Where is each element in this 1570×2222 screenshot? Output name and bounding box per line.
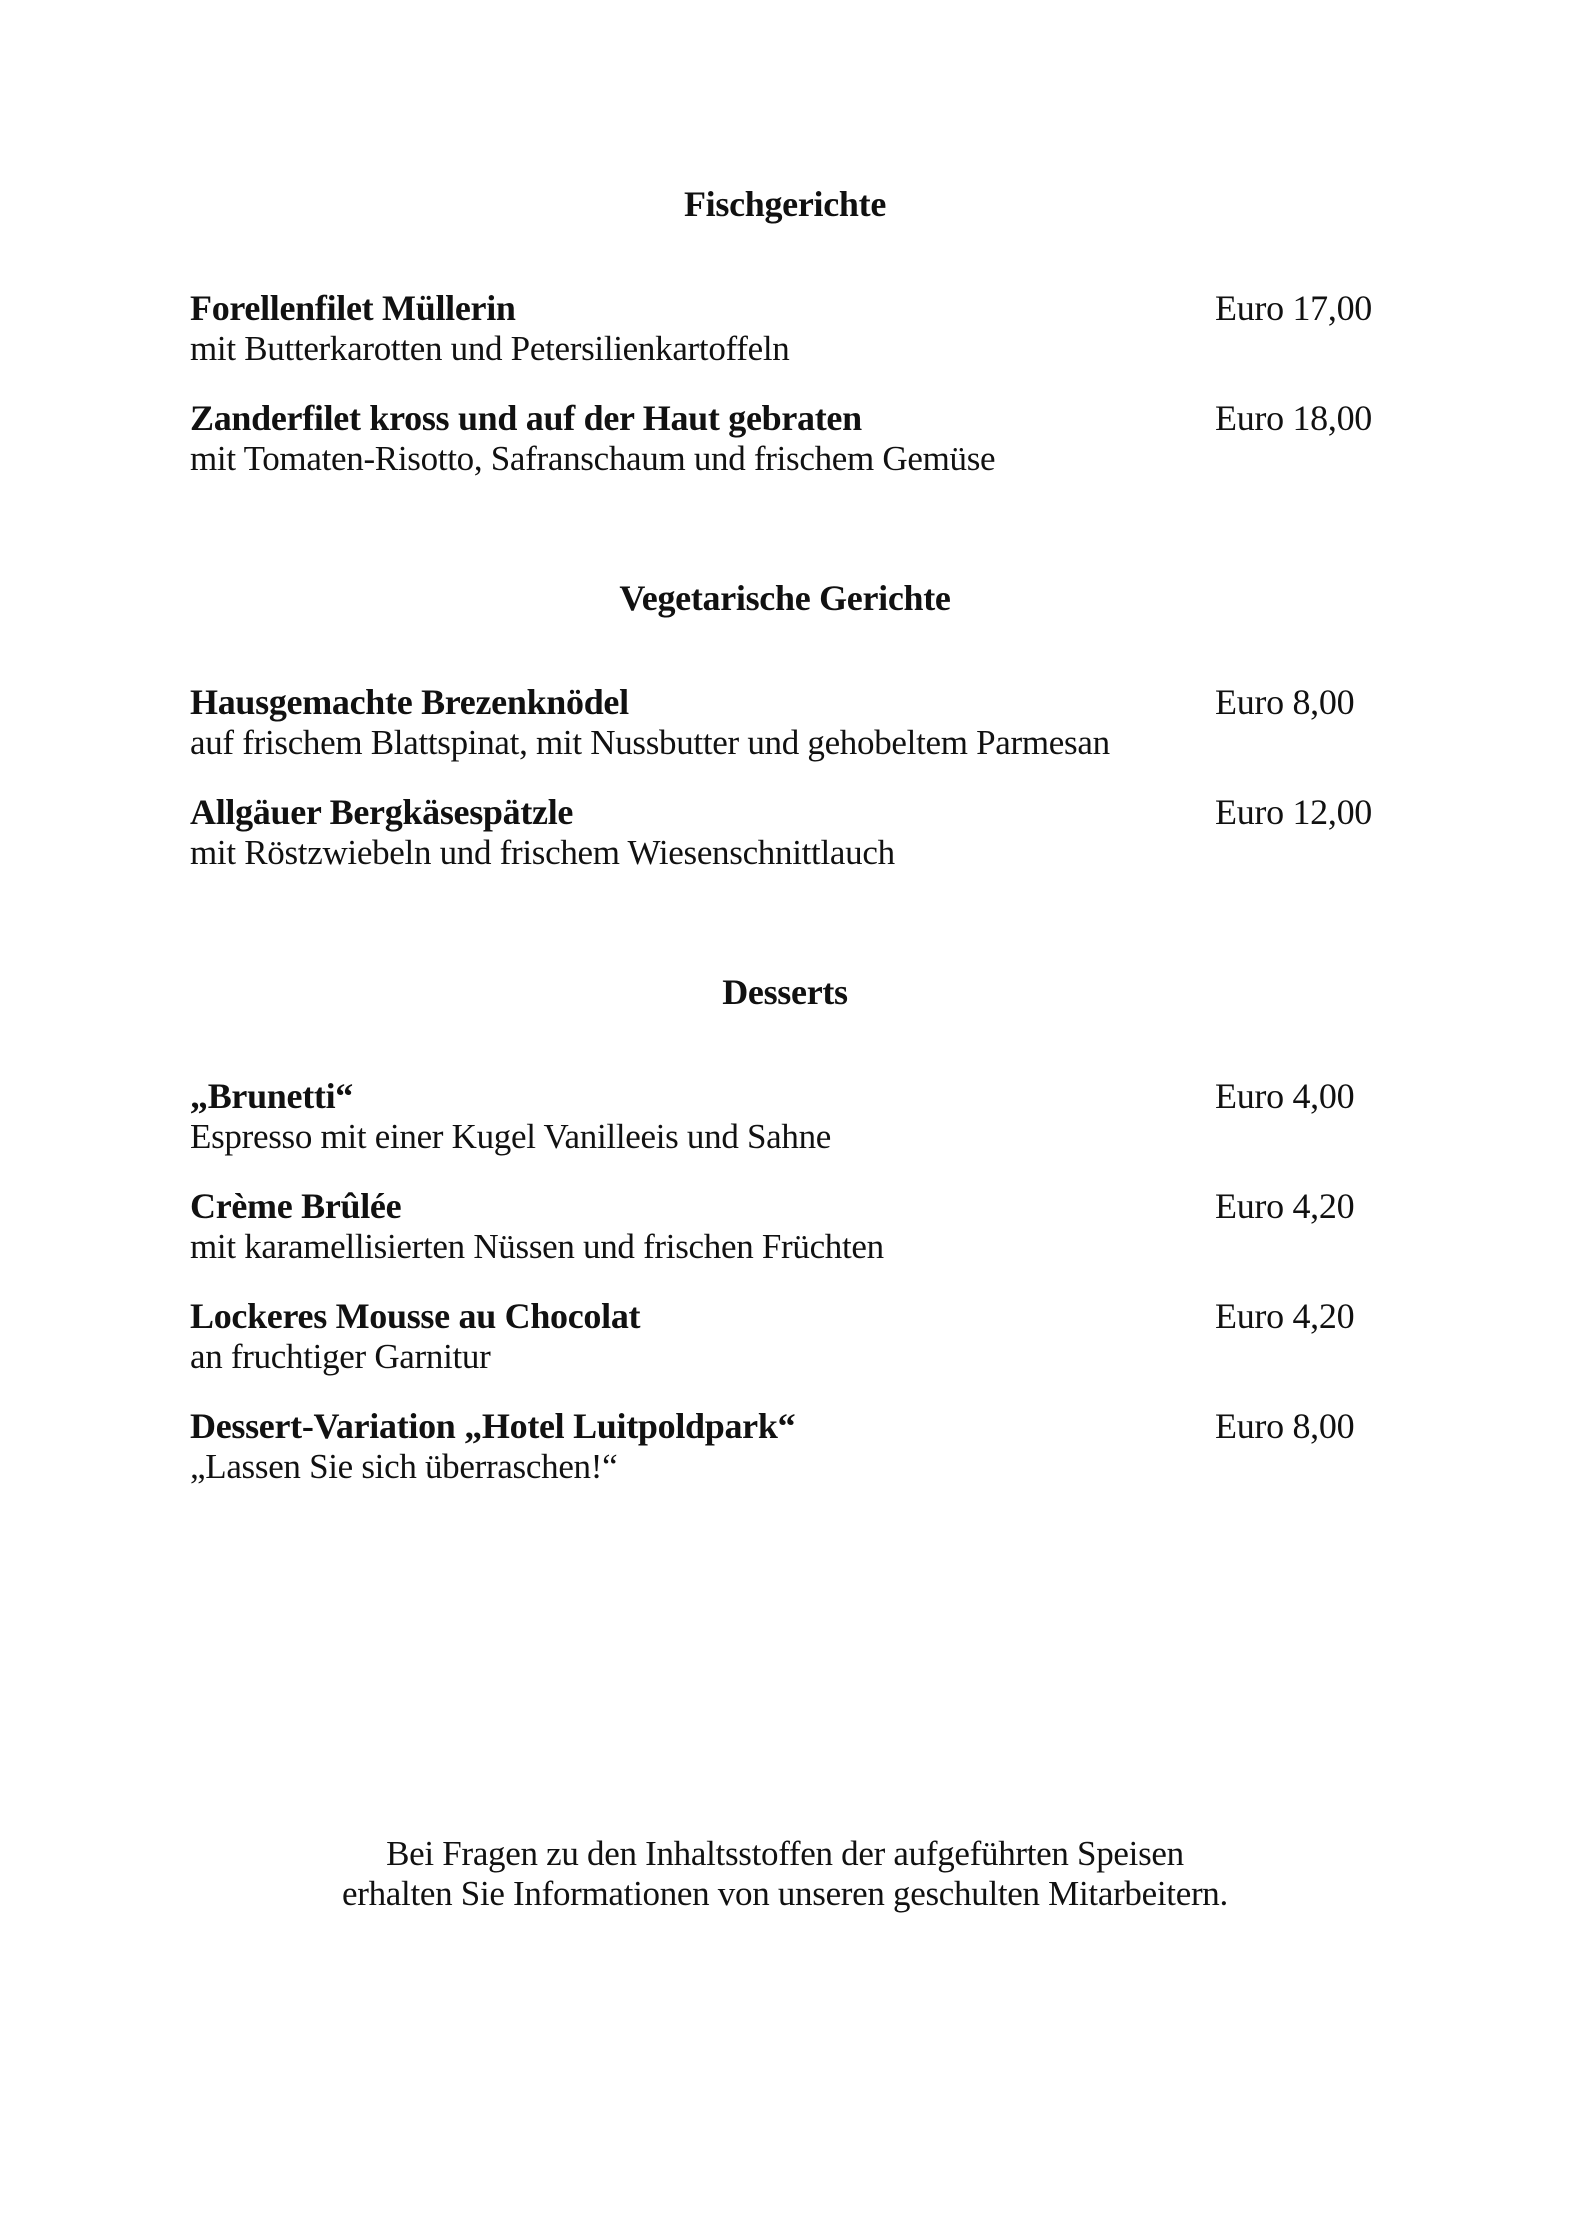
section-fischgerichte	[190, 184, 1380, 479]
item-name: Hausgemachte Brezenknödel	[190, 682, 629, 722]
item-head	[190, 1296, 1380, 1337]
item-head	[190, 792, 1380, 833]
item-price: Euro 4,00	[1215, 1076, 1355, 1116]
item-name: Dessert-Variation „Hotel Luitpoldpark“	[190, 1406, 796, 1446]
menu-item	[190, 1076, 1380, 1157]
item-description: mit Tomaten-Risotto, Safranschaum und frischem Gemüse	[190, 439, 996, 478]
footer-line-2: erhalten Sie Informationen von unseren geschulten Mitarbeitern.	[342, 1874, 1228, 1913]
item-head	[190, 288, 1380, 329]
item-description: mit Butterkarotten und Petersilienkartoffeln	[190, 329, 790, 368]
menu-item	[190, 1186, 1380, 1267]
item-name: Crème Brûlée	[190, 1186, 402, 1226]
item-description: Espresso mit einer Kugel Vanilleeis und Sahne	[190, 1117, 832, 1156]
menu-item	[190, 288, 1380, 369]
item-price: Euro 12,00	[1215, 792, 1372, 832]
item-name: Lockeres Mousse au Chocolat	[190, 1296, 641, 1336]
item-head	[190, 1186, 1380, 1227]
item-price: Euro 4,20	[1215, 1186, 1355, 1226]
item-name: Forellenfilet Müllerin	[190, 288, 516, 328]
item-price: Euro 18,00	[1215, 398, 1372, 438]
menu-item	[190, 682, 1380, 763]
item-price: Euro 8,00	[1215, 1406, 1355, 1446]
item-head	[190, 1406, 1380, 1447]
footer-line-1: Bei Fragen zu den Inhaltsstoffen der aufgeführten Speisen	[386, 1834, 1184, 1873]
item-head	[190, 398, 1380, 439]
item-description: mit karamellisierten Nüssen und frischen Früchten	[190, 1227, 884, 1266]
item-description: „Lassen Sie sich überraschen!“	[190, 1447, 618, 1486]
item-head	[190, 1076, 1380, 1117]
item-price: Euro 8,00	[1215, 682, 1355, 722]
item-description: auf frischem Blattspinat, mit Nussbutter und gehobeltem Parmesan	[190, 723, 1110, 762]
item-price: Euro 4,20	[1215, 1296, 1355, 1336]
menu-item	[190, 792, 1380, 873]
section-title: Fischgerichte	[683, 184, 887, 224]
item-description: an fruchtiger Garnitur	[190, 1337, 491, 1376]
item-head	[190, 682, 1380, 723]
item-description: mit Röstzwiebeln und frischem Wiesenschnittlauch	[190, 833, 895, 872]
section-desserts	[190, 972, 1380, 1487]
section-vegetarische-gerichte	[190, 578, 1380, 873]
item-name: Zanderfilet kross und auf der Haut gebraten	[190, 398, 862, 438]
menu-item	[190, 1296, 1380, 1377]
menu-item	[190, 398, 1380, 479]
menu-item	[190, 1406, 1380, 1487]
section-title: Vegetarische Gerichte	[619, 578, 951, 618]
item-price: Euro 17,00	[1215, 288, 1372, 328]
item-name: Allgäuer Bergkäsespätzle	[190, 792, 574, 832]
item-name: „Brunetti“	[190, 1076, 353, 1116]
section-title: Desserts	[722, 972, 848, 1012]
footer-note	[190, 1834, 1380, 1914]
